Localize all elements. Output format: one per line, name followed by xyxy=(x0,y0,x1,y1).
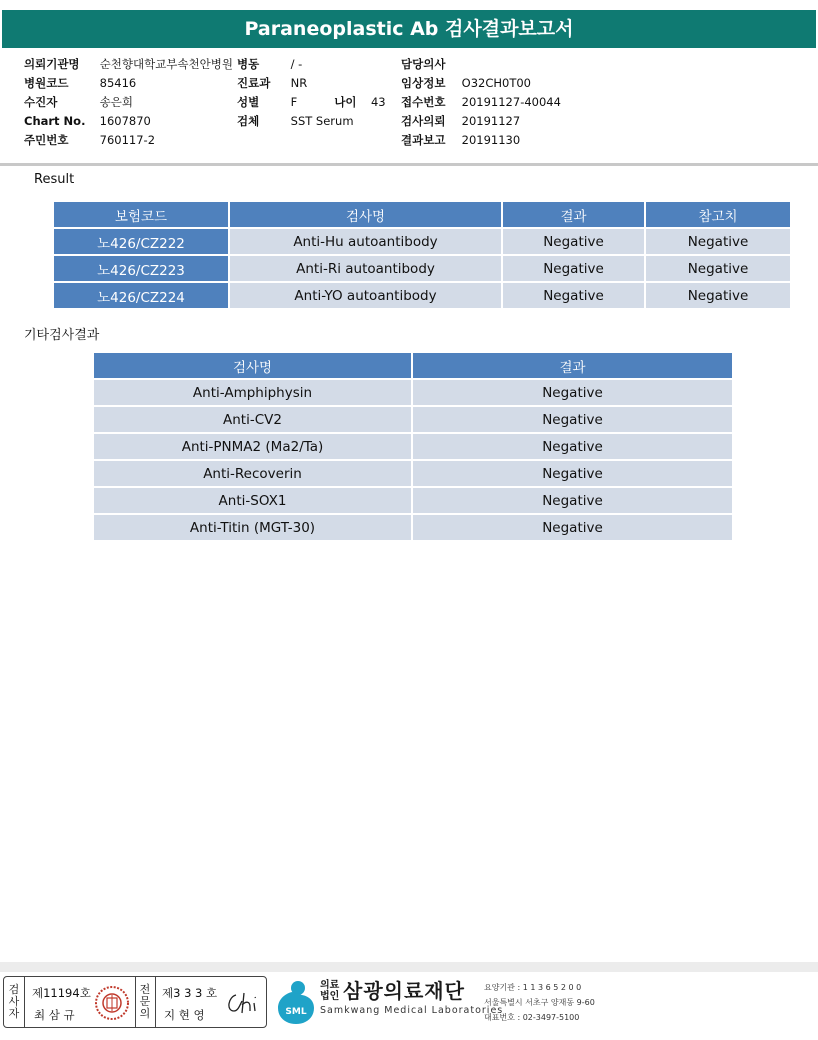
cell-reference: Negative xyxy=(646,229,790,254)
info-value: O32CH0T00 xyxy=(461,76,531,90)
cell-result: Negative xyxy=(503,229,644,254)
cell-result: Negative xyxy=(413,434,732,459)
cell-test: Anti-Recoverin xyxy=(94,461,411,486)
header-insurance-code: 보험코드 xyxy=(54,202,228,227)
info-row-institution xyxy=(24,55,233,74)
table-row xyxy=(94,380,732,405)
info-label: 주민번호 xyxy=(24,133,69,147)
info-value: 43 xyxy=(370,95,386,109)
cell-reference: Negative xyxy=(646,283,790,308)
cell-test: Anti-Hu autoantibody xyxy=(230,229,501,254)
info-row-doctor xyxy=(401,55,561,74)
patient-info-col1 xyxy=(24,55,233,150)
table-row xyxy=(54,256,790,281)
cell-test: Anti-PNMA2 (Ma2/Ta) xyxy=(94,434,411,459)
table-row xyxy=(54,229,790,254)
specialist-signature-icon xyxy=(224,989,264,1017)
cell-test: Anti-Titin (MGT-30) xyxy=(94,515,411,540)
table-row xyxy=(94,434,732,459)
info-label: 수진자 xyxy=(24,95,58,109)
cell-result: Negative xyxy=(413,407,732,432)
examiner-seal-icon xyxy=(94,985,130,1021)
info-value: 85416 xyxy=(99,76,137,90)
info-row-patient xyxy=(24,93,233,112)
table-row xyxy=(54,283,790,308)
table-row xyxy=(94,488,732,513)
cell-code: 노426/CZ222 xyxy=(54,229,228,254)
info-value: 순천향대학교부속천안병원 xyxy=(99,57,233,71)
info-row-hospital-code xyxy=(24,74,233,93)
brand-prefix xyxy=(320,980,339,1002)
cell-result: Negative xyxy=(413,515,732,540)
cell-result: Negative xyxy=(503,256,644,281)
info-value: NR xyxy=(290,76,308,90)
info-value: / - xyxy=(290,57,303,71)
meta-line: 대표번호 : 02-3497-5100 xyxy=(484,1013,580,1022)
other-section-label: 기타검사결과 xyxy=(24,328,100,343)
info-label: 검체 xyxy=(237,114,260,128)
cell-code: 노426/CZ224 xyxy=(54,283,228,308)
cell-test: Anti-Ri autoantibody xyxy=(230,256,501,281)
info-label: Chart No. xyxy=(24,114,86,128)
cell-test: Anti-CV2 xyxy=(94,407,411,432)
table-row xyxy=(94,461,732,486)
header-divider xyxy=(0,163,818,166)
logo-text: SML xyxy=(285,1007,307,1017)
info-label: 결과보고 xyxy=(401,133,446,147)
info-value: 1607870 xyxy=(99,114,151,128)
info-label: 의뢰기관명 xyxy=(24,57,80,71)
table-row xyxy=(94,515,732,540)
examiner-number: 제11194호 xyxy=(32,986,91,1000)
footer-band xyxy=(0,962,818,972)
brand-english-name: Samkwang Medical Laboratories xyxy=(320,1005,504,1016)
info-row-ward xyxy=(237,55,386,74)
cell-result: Negative xyxy=(503,283,644,308)
brand-meta xyxy=(484,980,595,1025)
cell-test: Anti-SOX1 xyxy=(94,488,411,513)
specialist-name: 지 현 영 xyxy=(164,1008,205,1022)
cell-test: Anti-YO autoantibody xyxy=(230,283,501,308)
meta-line: 요양기관 : 1 1 3 6 5 2 0 0 xyxy=(484,983,582,992)
info-value: 20191130 xyxy=(461,133,521,147)
info-row-report-date xyxy=(401,131,561,150)
meta-line: 서울특별시 서초구 양재동 9-60 xyxy=(484,998,595,1007)
cell-result: Negative xyxy=(413,380,732,405)
signature-box xyxy=(3,976,267,1028)
result-section-label: Result xyxy=(34,172,75,187)
brand-name: 삼광의료재단 xyxy=(343,979,465,1003)
info-row-resident-no xyxy=(24,131,233,150)
info-label: 성별 xyxy=(237,95,260,109)
header-result: 결과 xyxy=(503,202,644,227)
cell-result: Negative xyxy=(413,488,732,513)
header-test-name: 검사명 xyxy=(230,202,501,227)
info-value: 20191127-40044 xyxy=(461,95,561,109)
info-row-receipt-no xyxy=(401,93,561,112)
cell-code: 노426/CZ223 xyxy=(54,256,228,281)
patient-info-col2 xyxy=(237,55,386,131)
table-header-row xyxy=(94,353,732,378)
info-row-sex-age xyxy=(237,93,386,112)
info-label: 담당의사 xyxy=(401,57,446,71)
info-value: 송은희 xyxy=(99,95,133,109)
info-label: 병동 xyxy=(237,57,260,71)
result-table xyxy=(52,200,792,310)
divider xyxy=(135,977,136,1027)
sml-logo-icon xyxy=(272,978,320,1026)
report-title: Paraneoplastic Ab 검사결과보고서 xyxy=(2,10,816,48)
patient-info-col3 xyxy=(401,55,561,150)
header-test-name: 검사명 xyxy=(94,353,411,378)
info-label: 진료과 xyxy=(237,76,271,90)
info-label: 임상정보 xyxy=(401,76,446,90)
cell-reference: Negative xyxy=(646,256,790,281)
specialist-label: 전 문 의 xyxy=(139,983,151,1020)
header-result: 결과 xyxy=(413,353,732,378)
cell-result: Negative xyxy=(413,461,732,486)
cell-test: Anti-Amphiphysin xyxy=(94,380,411,405)
info-label: 접수번호 xyxy=(401,95,446,109)
table-header-row xyxy=(54,202,790,227)
info-label: 병원코드 xyxy=(24,76,69,90)
table-row xyxy=(94,407,732,432)
info-value: SST Serum xyxy=(290,114,354,128)
specialist-number: 제3 3 3 호 xyxy=(162,986,218,1000)
info-label: 검사의뢰 xyxy=(401,114,446,128)
info-value: 760117-2 xyxy=(99,133,156,147)
brand-prefix-line1: 의료 xyxy=(320,980,340,991)
info-row-dept xyxy=(237,74,386,93)
divider xyxy=(155,977,156,1027)
other-results-table xyxy=(92,351,734,542)
info-label: 나이 xyxy=(334,95,357,109)
info-value: 20191127 xyxy=(461,114,521,128)
examiner-name: 최 삼 규 xyxy=(34,1008,75,1022)
info-value: F xyxy=(290,95,298,109)
divider xyxy=(24,977,25,1027)
info-row-specimen xyxy=(237,112,386,131)
header-reference: 참고치 xyxy=(646,202,790,227)
info-row-clinical xyxy=(401,74,561,93)
brand-prefix-line2: 법인 xyxy=(320,991,340,1002)
info-row-request-date xyxy=(401,112,561,131)
examiner-label: 검 사 자 xyxy=(8,983,20,1020)
info-row-chart-no xyxy=(24,112,233,131)
